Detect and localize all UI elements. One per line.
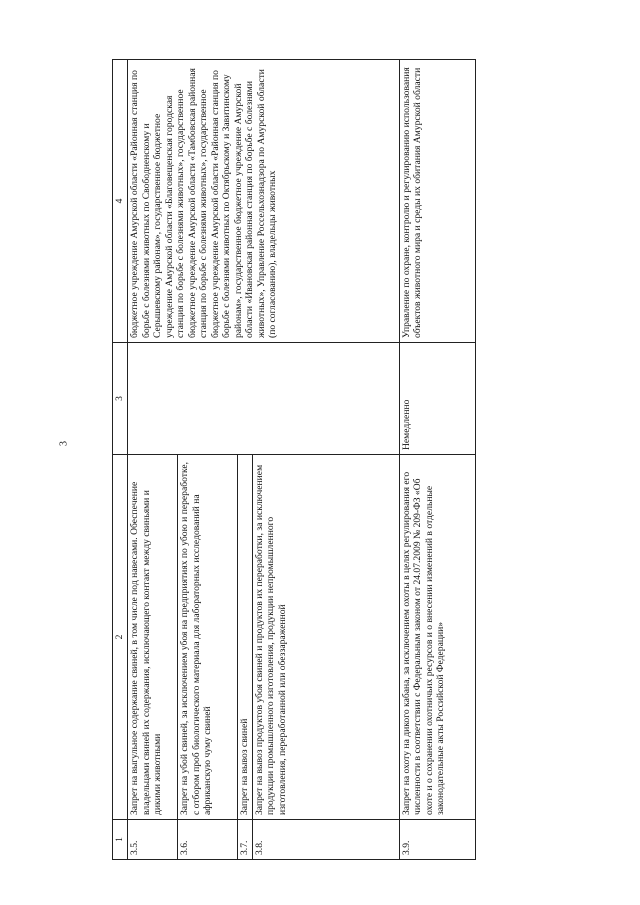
row-number: 3.5.	[128, 820, 178, 860]
row-number: 3.8.	[252, 820, 399, 860]
header-col-2: 2	[113, 455, 128, 820]
row-measure: Запрет на убой свиней, за исключением убоя на предприятиях по убою и переработке, с отбором проб биологического материала для лабораторных исследований на африканскую чуму свиней	[178, 455, 238, 820]
row-measure: Запрет на выгульное содержание свиней, в том числе под навесами. Обеспечение владельцами свиней их содержания, исключающего контакт между свиньями и дикими животными	[128, 455, 178, 820]
rotated-table-container	[112, 60, 467, 860]
row-responsible-merged: бюджетное учреждение Амурской области «Районная станция по борьбе с болезнями животных по Свободненскому и Серышевскому районам», государственное бюджетное учреждение Амурской области «Благовещенская городская станция по борьбе с болезнями животных», государственное бюджетное учреждение Амурской области «Тамбовская районная станция по борьбе с болезнями животных», государственное бюджетное учреждение Амурской области «Районная станция по борьбе с болезнями животных по Октябрьскому и Завитинскому районам», государственное бюджетное учреждение Амурской области «Ивановская районная станция по борьбе с болезнями животных», Управление Россельхознадзора по Амурской области (по согласованию), владельцы животных	[128, 60, 400, 343]
row-responsible: Управление по охране, контролю и регулированию использования объектов животного мира и среды их обитания Амурской области	[399, 60, 475, 343]
table-row	[128, 60, 178, 860]
row-number: 3.7.	[238, 820, 253, 860]
row-term	[128, 343, 400, 455]
measures-table	[112, 59, 476, 860]
page-number: 3	[58, 441, 70, 446]
header-col-3: 3	[113, 343, 128, 455]
header-col-4: 4	[113, 60, 128, 343]
row-measure: Запрет на охоту на дикого кабана, за исключением охоты в целях регулирования его численности в соответствии с Федеральным законом от 24.07.2009 № 209-ФЗ «Об охоте и о сохранении охотничьих ресурсов и о внесении изменений в отдельные законодательные акты Российской Федерации»	[399, 455, 475, 820]
row-term: Немедленно	[399, 343, 475, 455]
measures-table-sheet	[112, 60, 467, 860]
header-col-1: 1	[113, 820, 128, 860]
row-number: 3.9.	[399, 820, 475, 860]
row-measure: Запрет на вывоз продуктов убоя свиней и продуктов их переработки, за исключением продукции промышленного изготовления, продукции непромышленного изготовления, переработанной или обеззараженной	[252, 455, 399, 820]
row-number: 3.6.	[178, 820, 238, 860]
table-header-row	[113, 60, 128, 860]
row-measure: Запрет на вывоз свиней	[238, 455, 253, 820]
table-row	[399, 60, 475, 860]
